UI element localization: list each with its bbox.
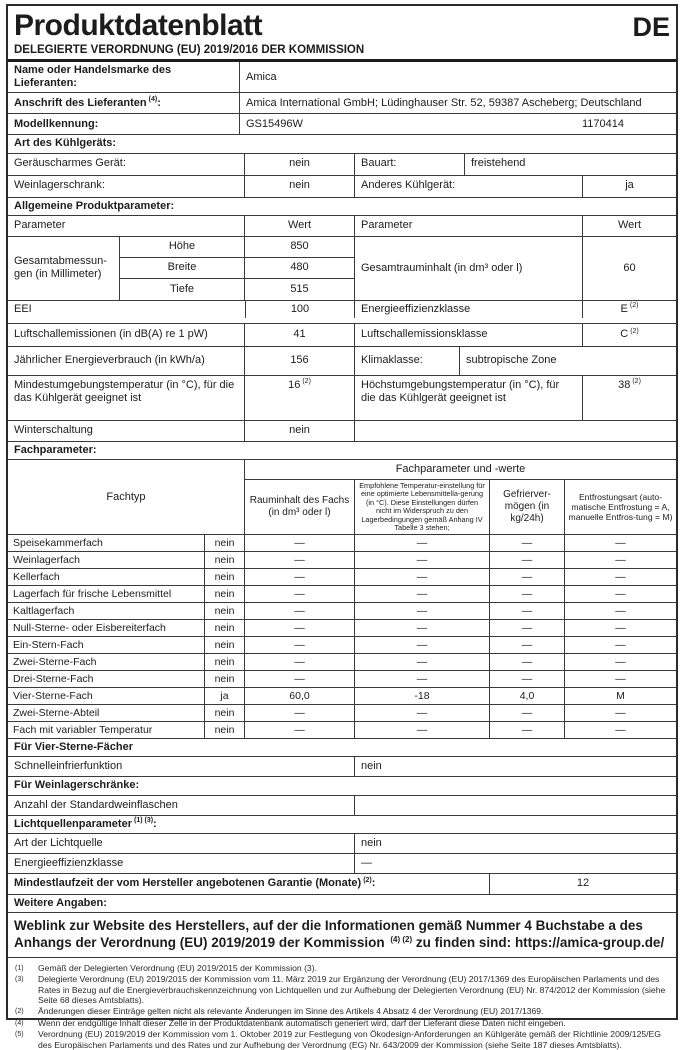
footnote-ref: (2)	[629, 302, 639, 310]
energy-row	[8, 347, 676, 376]
compartment-volume: —	[245, 705, 355, 721]
compartment-temp: —	[355, 722, 490, 738]
compartment-present: nein	[205, 705, 245, 721]
max-temp-label: Höchstumgebungstemperatur (in °C), für die das Kühlgerät geeignet ist	[355, 376, 583, 420]
compartment-temp: —	[355, 671, 490, 687]
dim-depth-value: 515	[245, 279, 355, 300]
compartment-row	[8, 671, 676, 688]
compartment-defrost: M	[616, 689, 625, 702]
eek-value: E $^{(2)}$	[620, 302, 639, 315]
compartment-row	[8, 535, 676, 552]
model-number: 1170414	[581, 117, 624, 130]
wine-cabinet-row	[8, 176, 676, 198]
col-wert-right: Wert	[617, 219, 642, 232]
dim-width-value: 480	[245, 258, 355, 279]
supplier-address-label: Anschrift des Lieferanten $^{(4)}$:	[8, 93, 240, 113]
compartment-freeze: —	[490, 637, 565, 653]
compartment-name: Ein-Stern-Fach	[8, 637, 205, 653]
noise-row	[8, 324, 676, 347]
dim-height-value: 850	[245, 237, 355, 258]
compartment-defrost: —	[615, 621, 626, 634]
dim-depth-label: Tiefe	[120, 279, 245, 300]
footnote-ref: (2)	[630, 327, 639, 335]
eei-label-wrap	[8, 318, 355, 322]
col-parameter-right: Parameter	[355, 216, 583, 236]
compartment-volume: —	[245, 671, 355, 687]
compartment-row	[8, 705, 676, 722]
wine-cabinet-value: nein	[245, 176, 355, 197]
light-type-row	[8, 834, 676, 854]
compartment-name: Zwei-Sterne-Abteil	[8, 705, 205, 721]
noise-label: Luftschallemissionen (in dB(A) re 1 pW)	[8, 324, 245, 346]
compartment-volume: —	[245, 569, 355, 585]
compartment-row	[8, 637, 676, 654]
footnote	[12, 963, 668, 975]
compartment-present: ja	[205, 688, 245, 704]
compartment-freeze: —	[490, 722, 565, 738]
footnote-marker: (3)	[15, 976, 24, 984]
eei-label: EEI	[14, 302, 32, 315]
weblink-text: Weblink zur Website des Herstellers, auf der die Informationen gemäß Nummer 4 Buchstabe a des Anhangs der Verordnung (EU) 2019/2019 der Kommission	[14, 918, 643, 951]
eei-value: 100	[245, 301, 355, 319]
compartment-volume: —	[245, 552, 355, 568]
compartment-temp: —	[355, 620, 490, 636]
min-temp-value: 16 $^{(2)}$	[245, 376, 355, 420]
design-label: Bauart:	[355, 154, 465, 175]
general-section-header: Allgemeine Produktparameter:	[8, 198, 676, 216]
compartment-name: Vier-Sterne-Fach	[8, 688, 205, 704]
compartment-row	[8, 620, 676, 637]
compartment-temp: —	[355, 603, 490, 619]
compartment-temp: —	[355, 705, 490, 721]
noise-class-value: C $^{(2)}$	[620, 327, 639, 341]
compartment-section-header: Fachparameter:	[8, 442, 676, 460]
footnote-ref: (2)	[302, 378, 311, 386]
compartment-freeze: —	[490, 586, 565, 602]
light-class-row	[8, 854, 676, 874]
compartment-present: nein	[205, 552, 245, 568]
dimensions-label: Gesamtabmessun-gen (in Millimeter)	[8, 237, 120, 300]
page-title: Produktdatenblatt	[14, 9, 263, 42]
compartment-temp: —	[355, 637, 490, 653]
footnote-ref: (2)	[632, 378, 641, 386]
footnote-marker: (2)	[15, 1007, 24, 1015]
col-recommended-temp: Empfohlene Temperatur-einstellung für eine optimierte Lebensmittella-gerung (in °C). Diese Einstellungen dürfen nicht im Widerspruch zu den Lagerbedingungen gemäß Anhang IV Tabelle 3 stehen;	[355, 480, 490, 534]
compartment-present: nein	[205, 603, 245, 619]
footnote-ref: (1) (3)	[133, 817, 154, 824]
wine-section-header: Für Weinlagerschränke:	[8, 777, 676, 795]
winter-setting-value: nein	[245, 421, 355, 441]
winter-setting-label: Winterschaltung	[8, 421, 245, 441]
compartment-name: Kellerfach	[8, 569, 205, 585]
wine-bottles-row	[8, 796, 676, 816]
compartment-defrost: —	[615, 672, 626, 685]
compartment-volume: —	[245, 654, 355, 670]
guarantee-label: Mindestlaufzeit der vom Hersteller angebotenen Garantie (Monate) $^{(2)}$:	[8, 874, 490, 894]
fast-freeze-value: nein	[361, 760, 382, 773]
climate-class-label: Klimaklasse:	[355, 347, 460, 375]
compartment-temp: —	[355, 552, 490, 568]
compartment-present: nein	[205, 569, 245, 585]
min-temp-label: Mindestumgebungstemperatur (in °C), für die das Kühlgerät geeignet ist	[8, 376, 245, 420]
total-volume-value: 60	[623, 261, 636, 274]
compartment-defrost: —	[615, 553, 626, 566]
footnote-marker: (5)	[15, 1031, 24, 1039]
four-star-section-header: Für Vier-Sterne-Fächer	[8, 739, 676, 757]
compartment-freeze: —	[490, 654, 565, 670]
col-compartment-type: Fachtyp	[8, 460, 245, 534]
compartment-table-header	[8, 460, 676, 535]
compartment-freeze: —	[490, 705, 565, 721]
eei-row	[8, 301, 676, 324]
compartment-freeze: —	[490, 603, 565, 619]
annual-energy-label: Jährlicher Energieverbrauch (in kWh/a)	[8, 347, 245, 375]
footnote-text: Verordnung (EU) 2019/2019 der Kommission vom 1. Oktober 2019 zur Festlegung von Ökodesign-Anforderungen an Kühlgeräte gemäß der Richtlinie 2009/125/EG des Europäischen Parlaments und des Rates und zur Aufhebung der Verordnung (EG) Nr. 643/2009 der Kommission (siehe Seite 187 dieses Amtsblatts).	[38, 1029, 661, 1050]
eek-label: Energieeffizienzklasse	[355, 301, 583, 319]
footnote	[12, 1006, 668, 1018]
supplier-name-row	[8, 62, 676, 93]
col-defrost-type: Entfrostungsart (auto-matische Entfrostung = A, manuelle Entfros-tung = M)	[568, 491, 673, 523]
compartment-freeze: —	[490, 535, 565, 551]
wine-cabinet-label: Weinlagerschrank:	[8, 176, 245, 197]
compartment-name: Kaltlagerfach	[8, 603, 205, 619]
col-compartment-volume: Rauminhalt des Fachs (in dm³ oder l)	[245, 480, 355, 534]
compartment-defrost: —	[615, 536, 626, 549]
compartment-volume: —	[245, 637, 355, 653]
compartment-row	[8, 569, 676, 586]
compartment-row	[8, 603, 676, 620]
compartment-present: nein	[205, 620, 245, 636]
compartment-temp: —	[355, 569, 490, 585]
col-freezing-capacity: Gefrierver-mögen (in kg/24h)	[490, 480, 565, 534]
light-class-value: —	[361, 856, 372, 869]
product-datasheet	[6, 4, 678, 1050]
compartment-defrost: —	[615, 587, 626, 600]
compartment-present: nein	[205, 637, 245, 653]
compartment-freeze: —	[490, 569, 565, 585]
compartment-volume: 60,0	[245, 688, 355, 704]
compartment-volume: —	[245, 535, 355, 551]
compartment-row	[8, 552, 676, 569]
compartment-defrost: —	[615, 706, 626, 719]
compartment-present: nein	[205, 722, 245, 738]
compartment-name: Zwei-Sterne-Fach	[8, 654, 205, 670]
footnote-ref: (4)	[148, 96, 158, 104]
wine-bottles-value	[355, 796, 676, 815]
supplier-name-label: Name oder Handelsmarke des Lieferanten:	[8, 62, 240, 92]
title-bar	[8, 6, 676, 43]
compartment-defrost: —	[615, 638, 626, 651]
compartment-volume: —	[245, 620, 355, 636]
winter-setting-empty	[355, 421, 676, 441]
low-noise-row	[8, 154, 676, 176]
compartment-present: nein	[205, 586, 245, 602]
footnote	[12, 974, 668, 1006]
light-type-value: nein	[361, 836, 382, 849]
model-value: GS15496W	[246, 117, 303, 130]
compartment-present: nein	[205, 671, 245, 687]
compartment-defrost: —	[615, 604, 626, 617]
footnote	[12, 1029, 668, 1050]
footnotes	[8, 958, 676, 1050]
col-parameter-left: Parameter	[8, 216, 245, 236]
param-header-row	[8, 216, 676, 237]
weblink-tail: zu finden sind:	[415, 935, 512, 951]
compartment-name: Drei-Sterne-Fach	[8, 671, 205, 687]
light-class-label: Energieeffizienzklasse	[8, 854, 355, 873]
dim-height-label: Höhe	[120, 237, 245, 258]
compartment-temp: —	[355, 586, 490, 602]
ambient-temp-row	[8, 376, 676, 421]
design-value: freistehend	[471, 157, 526, 170]
low-noise-label: Geräuscharmes Gerät:	[8, 154, 245, 175]
fast-freeze-row	[8, 757, 676, 777]
col-wert-left: Wert	[245, 216, 355, 236]
wine-bottles-label: Anzahl der Standardweinflaschen	[8, 796, 355, 815]
total-volume-label: Gesamtrauminhalt (in dm³ oder l)	[355, 237, 583, 300]
noise-value: 41	[245, 324, 355, 346]
light-type-label: Art der Lichtquelle	[8, 834, 355, 853]
model-row	[8, 114, 676, 135]
compartment-defrost: —	[615, 570, 626, 583]
compartment-freeze: —	[490, 671, 565, 687]
compartment-defrost: —	[615, 723, 626, 736]
weblink-row	[8, 913, 676, 958]
compartment-name: Null-Sterne- oder Eisbereiterfach	[8, 620, 205, 636]
footnote	[12, 1018, 668, 1030]
compartment-volume: —	[245, 722, 355, 738]
compartment-volume: —	[245, 603, 355, 619]
compartment-name: Weinlagerfach	[8, 552, 205, 568]
winter-setting-row	[8, 421, 676, 442]
supplier-name-value: Amica	[246, 70, 277, 83]
regulation-subtitle: DELEGIERTE VERORDNUNG (EU) 2019/2016 DER KOMMISSION	[8, 43, 676, 62]
model-label: Modellkennung:	[8, 114, 240, 134]
language-code: DE	[632, 12, 670, 42]
compartment-name: Speisekammerfach	[8, 535, 205, 551]
other-appliance-value: ja	[625, 179, 634, 192]
noise-class-label: Luftschallemissionsklasse	[355, 324, 583, 346]
footnote-text: Delegierte Verordnung (EU) 2019/2015 der Kommission vom 11. März 2019 zur Ergänzung der Verordnung (EU) 2017/1369 des Europäischen Parlaments und des Rates in Bezug auf die Energieverbrauchskennzeichnung von Lichtquellen und zur Aufhebung der Delegierten Verordnung (EU) Nr. 874/2012 der Kommission (siehe Seite 68 dieses Amtsblatts).	[38, 974, 666, 1006]
max-temp-value: 38 $^{(2)}$	[618, 378, 641, 391]
dimensions-band	[8, 237, 676, 301]
compartment-temp: -18	[355, 688, 490, 704]
compartment-temp: —	[355, 654, 490, 670]
footnote-ref: (4) (2)	[390, 934, 413, 944]
compartment-defrost: —	[615, 655, 626, 668]
footnote-marker: (1)	[15, 964, 24, 972]
compartment-present: nein	[205, 535, 245, 551]
compartment-freeze: —	[490, 552, 565, 568]
fast-freeze-label: Schnelleinfrierfunktion	[8, 757, 355, 776]
low-noise-value: nein	[245, 154, 355, 175]
footnote-text: Änderungen dieser Einträge gelten nicht als relevante Änderungen im Sinne des Artikels 4 Absatz 4 der Verordnung (EU) 2017/1369.	[38, 1005, 544, 1016]
compartment-freeze: —	[490, 620, 565, 636]
footnote-text: Wenn der endgültige Inhalt dieser Zelle in der Produktdatenbank automatisch generiert wird, darf der Lieferant diese Daten nicht eingeben.	[38, 1017, 566, 1028]
light-section-header: Lichtquellenparameter $^{(1) (3)}$:	[8, 816, 676, 834]
supplier-address-value: Amica International GmbH; Lüdinghauser Str. 52, 59387 Ascheberg; Deutschland	[246, 96, 642, 109]
compartment-name: Fach mit variabler Temperatur	[8, 722, 205, 738]
col-group-header: Fachparameter und -werte	[245, 460, 676, 480]
compartment-volume: —	[245, 586, 355, 602]
compartment-row	[8, 654, 676, 671]
climate-class-value: subtropische Zone	[466, 354, 557, 367]
additional-section-header: Weitere Angaben:	[8, 895, 676, 913]
compartment-temp: —	[355, 535, 490, 551]
footnote-marker: (4)	[15, 1019, 24, 1027]
compartment-present: nein	[205, 654, 245, 670]
compartment-name: Lagerfach für frische Lebensmittel	[8, 586, 205, 602]
annual-energy-value: 156	[245, 347, 355, 375]
supplier-website-link[interactable]: https://amica-group.de/	[514, 935, 665, 951]
compartment-freeze: 4,0	[490, 688, 565, 704]
guarantee-row	[8, 874, 676, 895]
supplier-address-row	[8, 93, 676, 114]
other-appliance-label: Anderes Kühlgerät:	[355, 176, 583, 197]
type-section-header: Art des Kühlgeräts:	[8, 135, 676, 153]
compartment-row	[8, 586, 676, 603]
compartment-row-four-star	[8, 688, 676, 705]
dim-width-label: Breite	[120, 258, 245, 279]
footnote-ref: (2)	[363, 876, 372, 884]
compartment-row	[8, 722, 676, 739]
footnote-text: Gemäß der Delegierten Verordnung (EU) 2019/2015 der Kommission (3).	[38, 962, 317, 973]
guarantee-value: 12	[576, 877, 590, 890]
